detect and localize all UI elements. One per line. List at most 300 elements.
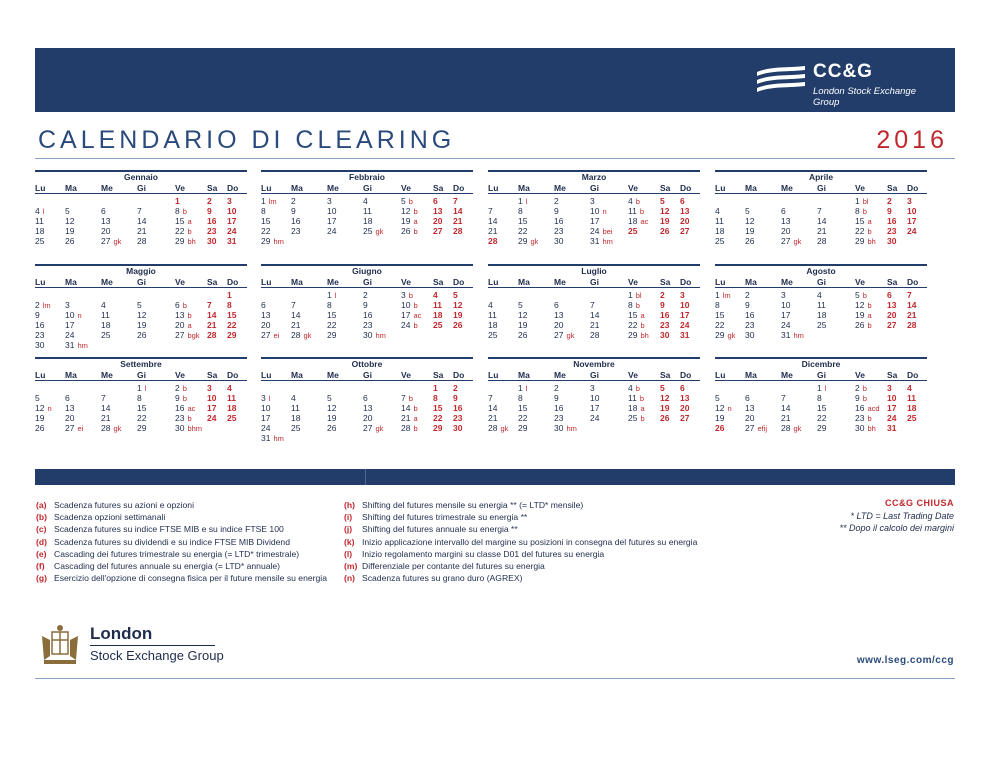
week-row: [715, 206, 927, 216]
weekday-label: Sa: [660, 183, 671, 193]
legend-item: [36, 560, 327, 572]
week-row: [261, 403, 473, 413]
day-cell: [401, 383, 433, 393]
day-cell: [35, 236, 65, 247]
day-number: 3: [261, 393, 266, 403]
event-code: b: [413, 207, 418, 216]
day-number: 15: [433, 403, 443, 413]
day-number: 30: [887, 236, 897, 246]
event-code: a: [187, 321, 192, 330]
day-number: 8: [175, 206, 180, 216]
day-number: 2: [745, 290, 750, 300]
event-code: b: [408, 394, 413, 403]
day-number: 3: [907, 196, 912, 206]
day-number: 26: [65, 236, 75, 246]
weekday-label: Gi: [363, 183, 372, 193]
day-number: 12: [518, 310, 528, 320]
day-number: 7: [781, 393, 786, 403]
event-code: n: [77, 311, 82, 320]
day-number: 29: [227, 330, 237, 340]
day-number: 23: [855, 413, 865, 423]
week-row: [715, 236, 927, 246]
day-number: 16: [175, 403, 185, 413]
divider: [35, 158, 955, 159]
day-number: 16: [453, 403, 463, 413]
day-number: 4: [907, 383, 912, 393]
day-number: 7: [207, 300, 212, 310]
day-number: 14: [401, 403, 411, 413]
weekday-label: Sa: [433, 370, 444, 380]
day-number: 8: [327, 300, 332, 310]
closed-note: CC&G CHIUSA: [884, 498, 954, 508]
weekday-label: Gi: [590, 183, 599, 193]
day-number: 29: [327, 330, 337, 340]
day-number: 7: [488, 206, 493, 216]
event-code: b: [413, 424, 418, 433]
week-row: [715, 393, 927, 403]
day-number: 4: [227, 383, 232, 393]
day-number: 11: [715, 216, 724, 226]
event-code: ac: [187, 404, 196, 413]
week-row: [488, 403, 700, 413]
event-code: n: [727, 404, 732, 413]
weekday-label: Do: [907, 370, 919, 380]
event-code: gk: [727, 331, 736, 340]
crest-icon: [38, 622, 82, 666]
day-number: 26: [660, 413, 670, 423]
day-number: 11: [363, 206, 372, 216]
week-row: [715, 403, 927, 413]
day-cell: [261, 330, 291, 341]
day-number: 9: [745, 300, 750, 310]
day-number: 15: [137, 403, 147, 413]
event-code: b: [413, 404, 418, 413]
day-number: 24: [327, 226, 337, 236]
day-number: 2: [363, 290, 368, 300]
day-number: 26: [745, 236, 755, 246]
day-number: 2: [554, 383, 559, 393]
day-cell: [291, 330, 327, 341]
month-name: Gennaio: [35, 170, 247, 183]
week-row: [715, 216, 927, 226]
event-code: hm: [77, 341, 88, 350]
day-number: 25: [101, 330, 111, 340]
day-number: 24: [781, 320, 791, 330]
day-number: 12: [401, 206, 411, 216]
event-code: b: [182, 394, 187, 403]
day-number: 20: [554, 320, 564, 330]
day-number: 9: [35, 310, 40, 320]
event-code: l: [525, 384, 528, 393]
day-cell: [680, 330, 700, 341]
day-number: 19: [453, 310, 463, 320]
day-number: 24: [590, 413, 600, 423]
website-link[interactable]: www.lseg.com/ccg: [856, 655, 954, 666]
event-code: ei: [273, 331, 280, 340]
event-code: b: [182, 301, 187, 310]
weekday-label: Me: [554, 277, 566, 287]
weekday-label: Ma: [291, 183, 303, 193]
day-number: 19: [327, 413, 337, 423]
day-number: 31: [680, 330, 690, 340]
weekday-label: Do: [680, 370, 692, 380]
week-row: [261, 300, 473, 310]
day-number: 13: [65, 403, 75, 413]
day-number: 7: [137, 206, 142, 216]
legend-item: [344, 511, 697, 523]
day-number: 19: [715, 413, 725, 423]
day-number: 13: [433, 206, 443, 216]
day-cell: [101, 290, 137, 300]
day-number: 21: [137, 226, 147, 236]
day-number: 1: [628, 290, 633, 300]
day-number: 6: [887, 290, 892, 300]
day-number: 15: [175, 216, 185, 226]
event-code: hm: [602, 237, 613, 246]
day-cell: [137, 340, 175, 351]
day-cell: [363, 433, 401, 444]
lse-sub: Stock Exchange Group: [90, 648, 224, 663]
weekday-label: Ma: [291, 370, 303, 380]
day-cell: [745, 423, 781, 434]
day-cell: [35, 423, 65, 434]
day-cell: [518, 236, 554, 247]
legend-text: Inizio regolamento margini su classe D01 del futures su energia: [362, 548, 605, 559]
day-number: 26: [715, 423, 725, 433]
day-cell: [781, 236, 817, 247]
day-number: 4: [35, 206, 40, 216]
ccg-brand-sub: London Stock Exchange Group: [813, 86, 916, 108]
day-number: 28: [817, 236, 827, 246]
day-cell: [261, 433, 291, 444]
day-number: 31: [65, 340, 75, 350]
day-number: 30: [175, 423, 185, 433]
day-number: 5: [453, 290, 458, 300]
legend-key: (c): [36, 524, 47, 535]
event-code: b: [413, 321, 418, 330]
day-cell: [137, 236, 175, 247]
legend-text: Differenziale per contante del futures su energia: [362, 561, 545, 572]
weekday-label: Lu: [261, 183, 272, 193]
day-number: 19: [401, 216, 411, 226]
weekday-label: Me: [554, 183, 566, 193]
event-code: l: [268, 394, 271, 403]
day-cell: [137, 423, 175, 434]
day-cell: [781, 330, 817, 341]
week-row: [35, 423, 247, 433]
day-number: 14: [781, 403, 791, 413]
month-name: Giugno: [261, 264, 473, 277]
day-number: 20: [65, 413, 75, 423]
day-number: 5: [660, 383, 665, 393]
day-number: 8: [261, 206, 266, 216]
day-number: 3: [327, 196, 332, 206]
day-number: 17: [227, 216, 237, 226]
week-row: [488, 236, 700, 246]
day-number: 6: [680, 383, 685, 393]
day-number: 20: [261, 320, 271, 330]
day-number: 15: [327, 310, 337, 320]
week-row: [35, 403, 247, 413]
day-number: 6: [680, 196, 685, 206]
day-number: 7: [817, 206, 822, 216]
day-number: 23: [554, 226, 564, 236]
month-name: Febbraio: [261, 170, 473, 183]
legend-item: [36, 523, 327, 535]
day-number: 2: [207, 196, 212, 206]
day-number: 14: [207, 310, 217, 320]
day-cell: [855, 236, 887, 247]
weekday-label: Gi: [363, 370, 372, 380]
day-cell: [433, 236, 453, 247]
week-row: [261, 433, 473, 443]
day-cell: [433, 383, 453, 393]
day-number: 15: [227, 310, 237, 320]
weekday-label: Me: [327, 277, 339, 287]
event-code: hm: [566, 424, 577, 433]
week-row: [35, 413, 247, 423]
legend-bar: [35, 469, 955, 485]
event-code: b: [867, 301, 872, 310]
weekday-label: Ma: [518, 277, 530, 287]
day-cell: [401, 330, 433, 341]
legend-left: [36, 499, 327, 584]
day-number: 1: [715, 290, 720, 300]
week-row: [35, 300, 247, 310]
day-number: 11: [35, 216, 44, 226]
event-code: l: [334, 291, 337, 300]
day-number: 25: [433, 320, 443, 330]
day-number: 15: [855, 216, 865, 226]
day-number: 20: [175, 320, 185, 330]
legend-item: [344, 536, 697, 548]
day-cell: [227, 423, 247, 434]
day-number: 2: [855, 383, 860, 393]
event-code: gk: [500, 424, 509, 433]
day-number: 12: [35, 403, 45, 413]
day-number: 12: [327, 403, 337, 413]
day-cell: [554, 330, 590, 341]
day-number: 18: [628, 403, 638, 413]
day-number: 18: [433, 310, 443, 320]
event-code: gk: [113, 237, 122, 246]
legend-key: (f): [36, 561, 45, 572]
day-cell: [660, 330, 680, 341]
day-number: 22: [261, 226, 271, 236]
weekday-label: Ve: [401, 370, 411, 380]
week-row: [488, 393, 700, 403]
day-number: 23: [207, 226, 217, 236]
event-code: b: [867, 414, 872, 423]
day-number: 23: [887, 226, 897, 236]
day-number: 21: [817, 226, 827, 236]
legend-key: (h): [344, 500, 355, 510]
event-code: b: [862, 207, 867, 216]
day-number: 19: [660, 216, 670, 226]
day-cell: [291, 433, 327, 444]
month-name: Maggio: [35, 264, 247, 277]
day-number: 18: [101, 320, 111, 330]
day-number: 21: [488, 226, 498, 236]
day-cell: [401, 236, 433, 247]
day-number: 25: [35, 236, 45, 246]
weekday-label: Sa: [660, 277, 671, 287]
day-number: 23: [291, 226, 301, 236]
day-number: 10: [261, 403, 271, 413]
day-number: 27: [433, 226, 443, 236]
weekday-label: Lu: [715, 183, 726, 193]
month-name: Agosto: [715, 264, 927, 277]
day-number: 4: [628, 383, 633, 393]
day-number: 12: [745, 216, 755, 226]
event-code: lm: [722, 291, 731, 300]
legend-key: (a): [36, 500, 47, 510]
day-number: 17: [65, 320, 75, 330]
day-number: 6: [65, 393, 70, 403]
day-cell: [488, 330, 518, 341]
day-number: 18: [488, 320, 498, 330]
day-number: 8: [628, 300, 633, 310]
legend-right: [344, 499, 697, 584]
legend-text: Shifting del futures trimestrale su energia **: [362, 512, 528, 523]
event-code: bl: [862, 197, 869, 206]
day-number: 10: [207, 393, 217, 403]
weekday-label: Ve: [855, 183, 865, 193]
day-number: 5: [137, 300, 142, 310]
day-number: 23: [363, 320, 373, 330]
day-cell: [817, 236, 855, 247]
day-cell: [554, 236, 590, 247]
day-number: 21: [101, 413, 111, 423]
day-number: 8: [433, 393, 438, 403]
month-name: Luglio: [488, 264, 700, 277]
day-number: 18: [715, 226, 725, 236]
day-number: 25: [227, 413, 237, 423]
day-number: 20: [433, 216, 443, 226]
notes: [839, 497, 954, 535]
weekday-label: Ve: [401, 183, 411, 193]
day-number: 5: [715, 393, 720, 403]
day-number: 30: [660, 330, 670, 340]
day-number: 11: [907, 393, 916, 403]
day-number: 6: [363, 393, 368, 403]
day-number: 16: [207, 216, 217, 226]
weekday-label: Ma: [291, 277, 303, 287]
day-cell: [715, 423, 745, 434]
day-number: 21: [781, 413, 791, 423]
day-number: 11: [227, 393, 236, 403]
day-number: 5: [327, 393, 332, 403]
day-number: 14: [291, 310, 301, 320]
event-code: a: [413, 414, 418, 423]
day-number: 25: [817, 320, 827, 330]
week-row: [261, 310, 473, 320]
day-cell: [291, 236, 327, 247]
day-number: 3: [680, 290, 685, 300]
day-number: 25: [363, 226, 373, 236]
day-number: 4: [628, 196, 633, 206]
day-number: 15: [715, 310, 725, 320]
day-cell: [65, 196, 101, 206]
day-number: 12: [65, 216, 75, 226]
weekday-label: Lu: [488, 277, 499, 287]
day-number: 27: [363, 423, 373, 433]
legend-key: (i): [344, 512, 353, 523]
weekday-label: Ma: [65, 370, 77, 380]
weekday-label: Me: [781, 370, 793, 380]
day-number: 13: [781, 216, 791, 226]
event-code: b: [639, 394, 644, 403]
day-number: 23: [660, 320, 670, 330]
day-number: 21: [401, 413, 411, 423]
day-number: 21: [590, 320, 600, 330]
event-code: hm: [375, 331, 386, 340]
day-number: 31: [887, 423, 897, 433]
weekday-label: Sa: [207, 277, 218, 287]
day-number: 1: [327, 290, 332, 300]
day-number: 27: [261, 330, 271, 340]
day-cell: [590, 330, 628, 341]
event-code: b: [867, 227, 872, 236]
day-cell: [137, 290, 175, 300]
weekday-label: Lu: [35, 277, 46, 287]
day-cell: [628, 330, 660, 341]
day-cell: [261, 236, 291, 247]
weekday-header: [261, 183, 473, 194]
weekday-label: Lu: [35, 370, 46, 380]
day-number: 1: [518, 196, 523, 206]
day-number: 20: [887, 310, 897, 320]
day-number: 11: [291, 403, 300, 413]
event-code: b: [862, 291, 867, 300]
weekday-label: Sa: [207, 183, 218, 193]
weekday-label: Do: [680, 183, 692, 193]
day-number: 27: [65, 423, 75, 433]
week-row: [715, 300, 927, 310]
day-cell: [590, 236, 628, 247]
day-cell: [660, 236, 680, 247]
day-number: 14: [488, 403, 498, 413]
weekday-label: Ma: [745, 277, 757, 287]
event-code: b: [635, 384, 640, 393]
day-number: 4: [433, 290, 438, 300]
day-number: 26: [35, 423, 45, 433]
weekday-label: Ma: [65, 183, 77, 193]
weekday-label: Do: [227, 277, 239, 287]
day-number: 10: [327, 206, 337, 216]
event-code: gk: [530, 237, 539, 246]
day-number: 5: [855, 290, 860, 300]
day-number: 13: [680, 393, 690, 403]
day-number: 4: [488, 300, 493, 310]
day-number: 13: [175, 310, 185, 320]
day-number: 15: [817, 403, 827, 413]
day-number: 11: [628, 206, 637, 216]
day-number: 11: [628, 393, 637, 403]
day-cell: [745, 236, 781, 247]
weekday-label: Gi: [137, 370, 146, 380]
day-number: 17: [590, 403, 600, 413]
week-row: [715, 330, 927, 340]
weekday-label: Gi: [817, 370, 826, 380]
day-number: 22: [175, 226, 185, 236]
day-number: 30: [855, 423, 865, 433]
day-cell: [855, 423, 887, 434]
week-row: [35, 226, 247, 236]
legend-text: Esercizio dell'opzione di consegna fisica per il future mensile su energia: [54, 573, 327, 584]
day-number: 17: [781, 310, 791, 320]
weekday-label: Lu: [488, 370, 499, 380]
